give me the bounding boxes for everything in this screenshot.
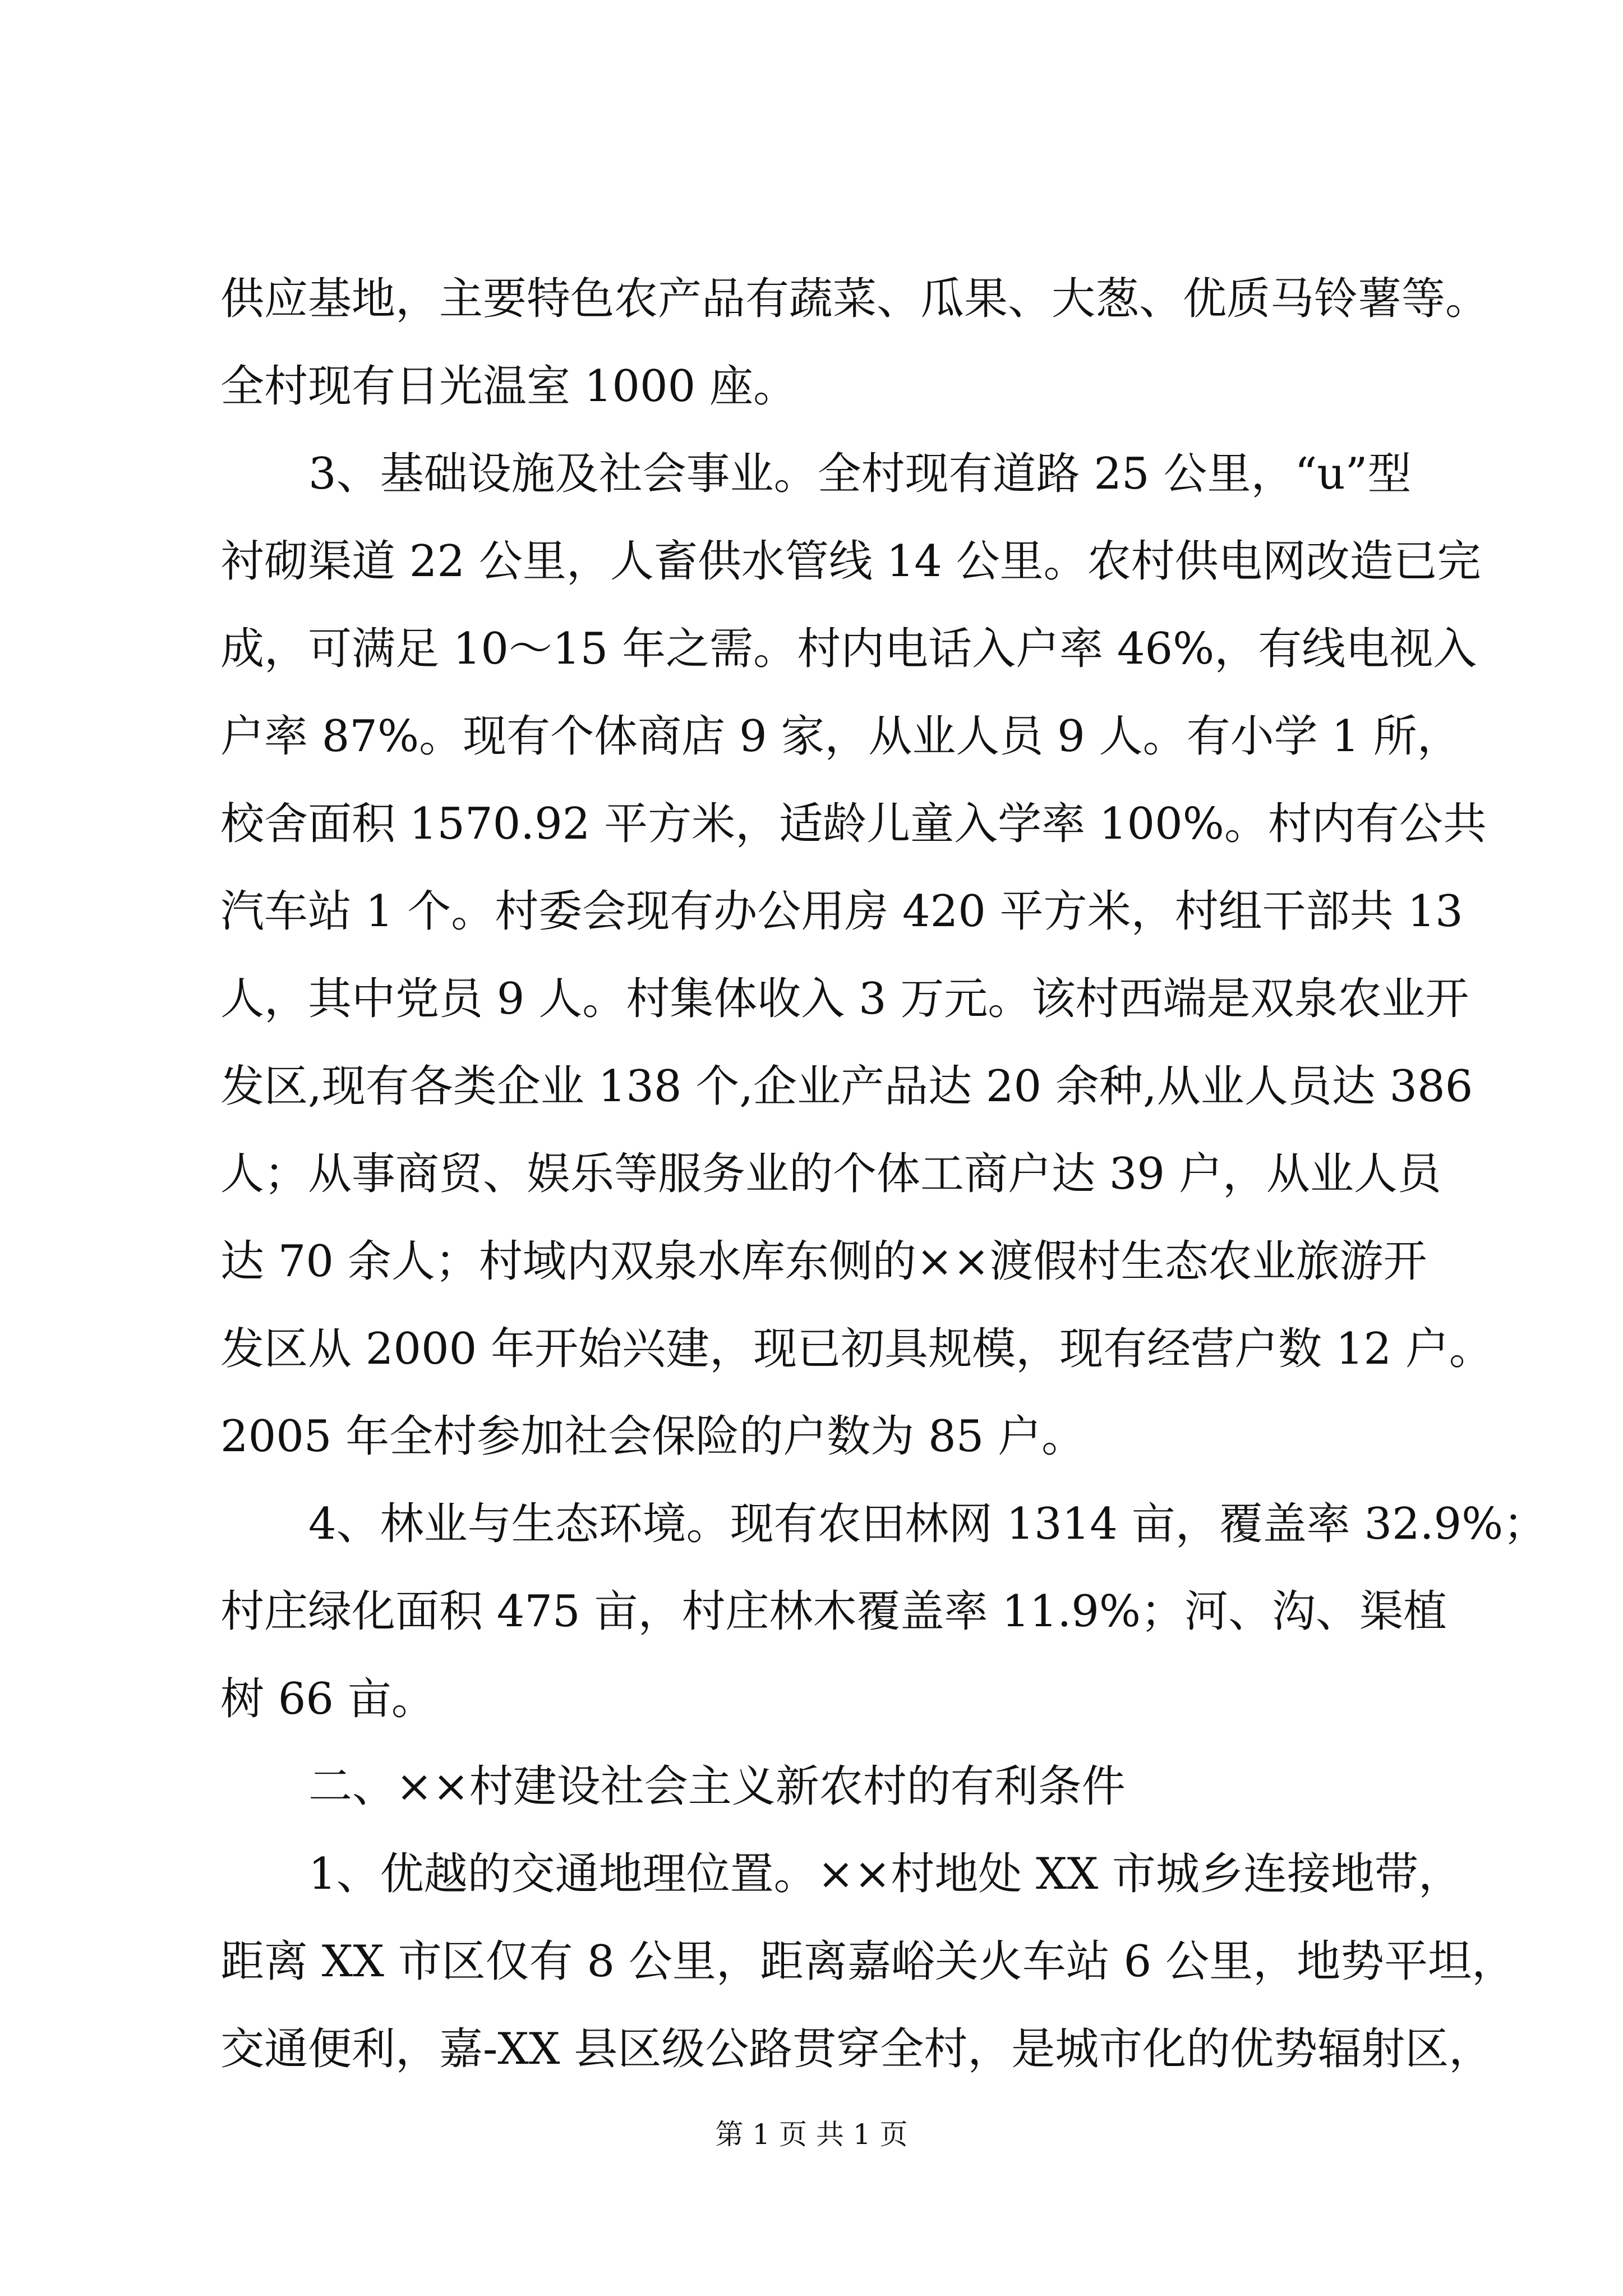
text-line: 发区,现有各类企业 138 个,企业产品达 20 余种,从业人员达 386 [220, 1061, 1473, 1112]
paragraph-start-line: 4、林业与生态环境。现有农田林网 1314 亩，覆盖率 32.9%； [308, 1499, 1547, 1549]
text-line: 发区从 2000 年开始兴建，现已初具规模，现有经营户数 12 户。 [220, 1324, 1493, 1374]
text-line: 校舍面积 1570.92 平方米，适龄儿童入学率 100%。村内有公共 [220, 799, 1487, 849]
text-line: 成，可满足 10～15 年之需。村内电话入户率 46%，有线电视入 [220, 624, 1477, 674]
text-line: 户率 87%。现有个体商店 9 家，从业人员 9 人。有小学 1 所， [220, 711, 1461, 762]
page-footer: 第 1 页 共 1 页 [715, 2118, 908, 2151]
text-line: 2005 年全村参加社会保险的户数为 85 户。 [220, 1411, 1086, 1462]
text-line: 村庄绿化面积 475 亩，村庄林木覆盖率 11.9%；河、沟、渠植 [220, 1586, 1447, 1637]
text-line: 衬砌渠道 22 公里，人畜供水管线 14 公里。农村供电网改造已完 [220, 536, 1481, 587]
text-line: 供应基地，主要特色农产品有蔬菜、瓜果、大葱、优质马铃薯等。 [220, 274, 1490, 324]
text-line: 汽车站 1 个。村委会现有办公用房 420 平方米，村组干部共 13 [220, 886, 1463, 937]
text-line: 达 70 余人；村域内双泉水库东侧的××渡假村生态农业旅游开 [220, 1236, 1427, 1287]
paragraph-start-line: 1、优越的交通地理位置。××村地处 XX 市城乡连接地带， [308, 1849, 1462, 1899]
text-line: 人；从事商贸、娱乐等服务业的个体工商户达 39 户，从业人员 [220, 1149, 1441, 1199]
text-line: 交通便利，嘉-XX 县区级公路贯穿全村，是城市化的优势辐射区， [220, 2024, 1493, 2074]
text-line: 树 66 亩。 [220, 1674, 435, 1724]
document-body [220, 255, 1547, 2093]
section-heading: 二、××村建设社会主义新农村的有利条件 [308, 1761, 1126, 1812]
paragraph-start-line: 3、基础设施及社会事业。全村现有道路 25 公里，“u”型 [308, 449, 1412, 499]
text-line: 全村现有日光温室 1000 座。 [220, 361, 797, 412]
text-line: 距离 XX 市区仅有 8 公里，距离嘉峪关火车站 6 公里，地势平坦， [220, 1936, 1516, 1987]
text-line: 人，其中党员 9 人。村集体收入 3 万元。该村西端是双泉农业开 [220, 974, 1469, 1024]
